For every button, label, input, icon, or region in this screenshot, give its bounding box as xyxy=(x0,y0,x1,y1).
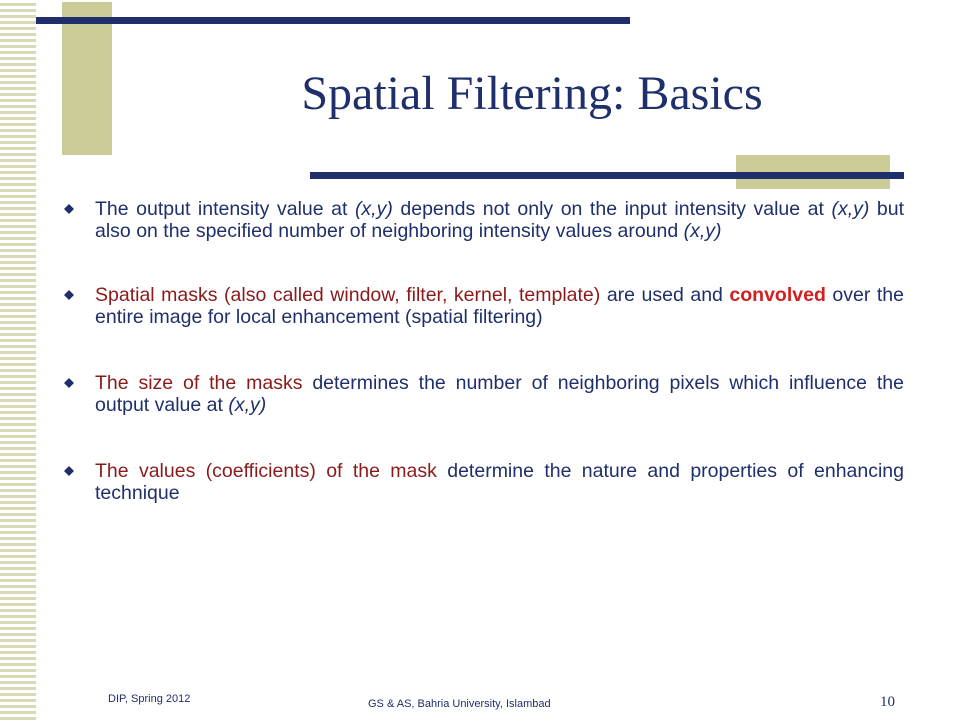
highlighted-term: Spatial masks (also called window, filter, kernel, template) xyxy=(95,284,601,306)
bullet-item xyxy=(64,198,904,242)
footer-institution: GS & AS, Bahria University, Islambad xyxy=(368,698,551,710)
bullet-text: over the entire image for local enhancement (spatial filtering) xyxy=(95,284,904,328)
bullet-text: but also on the specified number of neighboring intensity values around xyxy=(95,198,905,242)
page-number: 10 xyxy=(880,694,895,710)
bullet-text: are used and xyxy=(600,284,730,306)
bullet-item xyxy=(64,284,904,328)
diamond-bullet-icon xyxy=(64,378,74,388)
bullet-text: determines the number of neighboring pixels which influence the output value at xyxy=(95,372,904,416)
bullet-text: The output intensity value at xyxy=(95,198,355,220)
coordinate-text: (x,y) xyxy=(831,198,870,220)
diamond-bullet-icon xyxy=(64,466,74,476)
slide-title xyxy=(0,66,960,121)
diamond-bullet-icon xyxy=(64,204,74,214)
emphasized-term: convolved xyxy=(729,284,826,306)
highlighted-term: The values (coefficients) of the mask xyxy=(95,460,437,482)
coordinate-text: (x,y) xyxy=(683,220,722,242)
top-rule-line xyxy=(36,17,630,24)
coordinate-text: (x,y) xyxy=(228,394,267,416)
diamond-bullet-icon xyxy=(64,290,74,300)
bullet-item xyxy=(64,460,904,504)
title-rule-line xyxy=(310,172,904,179)
bullet-text: determine the nature and properties of enhancing technique xyxy=(95,460,904,504)
bullet-list xyxy=(64,198,904,504)
highlighted-term: The size of the masks xyxy=(95,372,303,394)
bullet-item xyxy=(64,372,904,416)
slide-title-text: Spatial Filtering: Basics xyxy=(301,67,763,120)
footer-course: DIP, Spring 2012 xyxy=(108,693,191,705)
coordinate-text: (x,y) xyxy=(354,198,393,220)
bullet-text: depends not only on the input intensity value at xyxy=(392,198,832,220)
